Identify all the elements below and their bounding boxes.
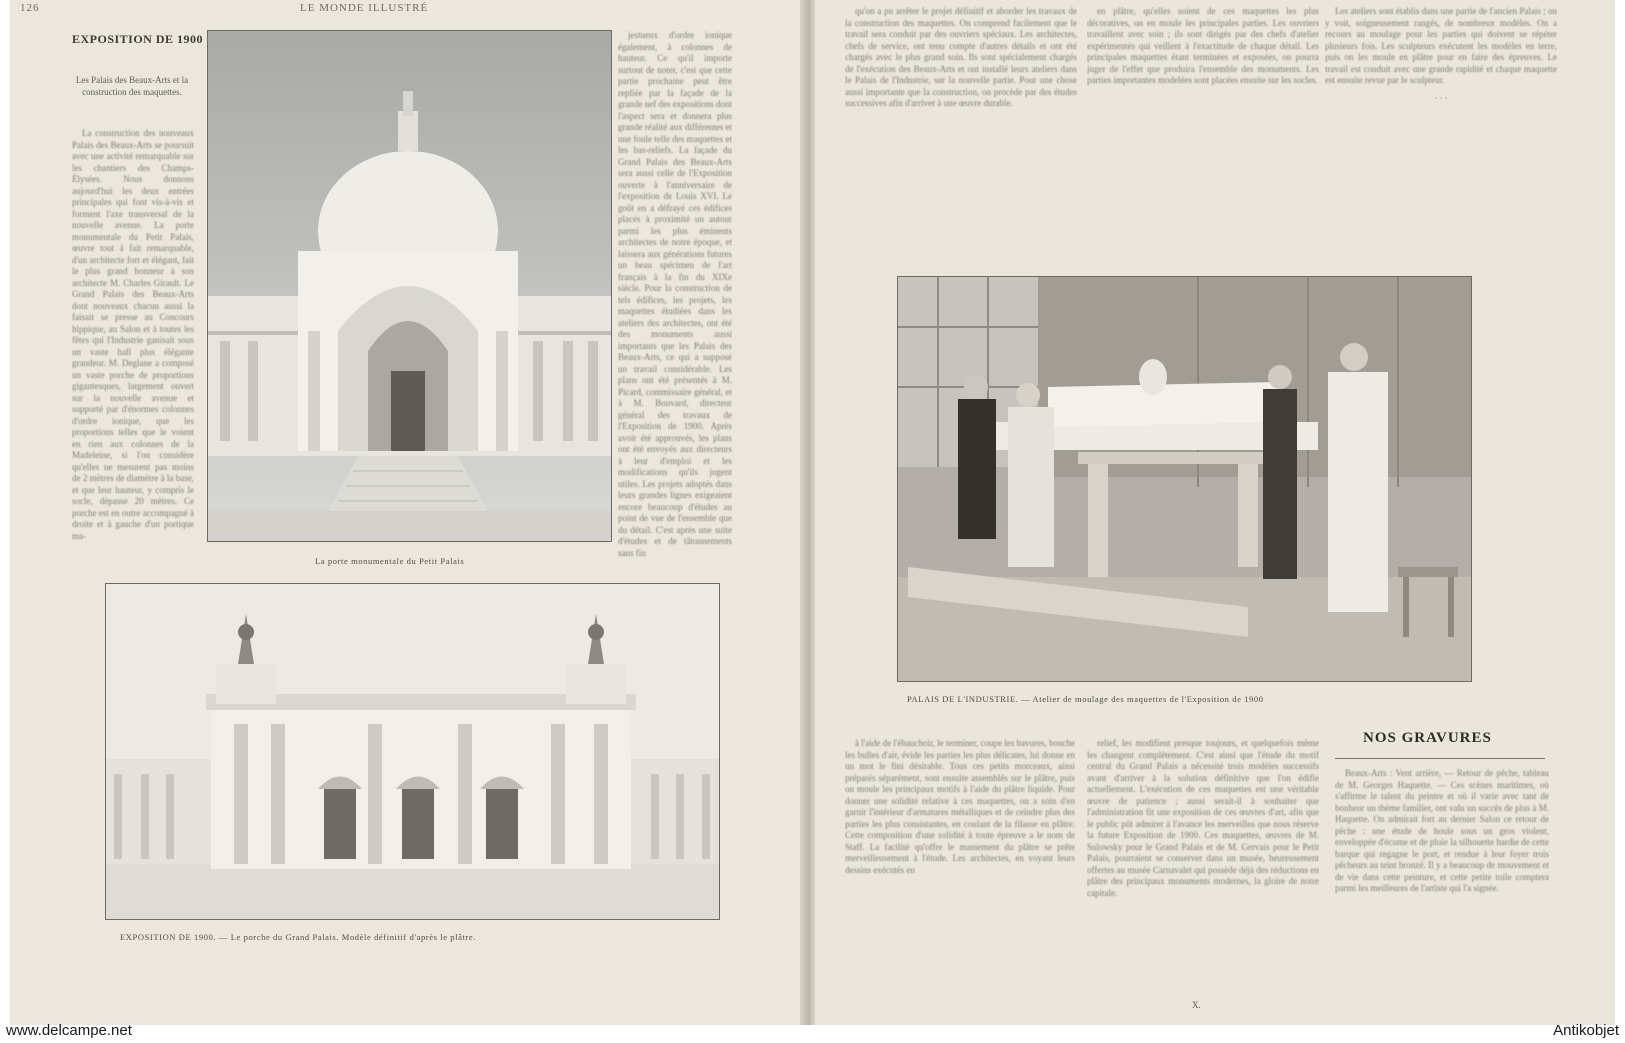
section-heading: EXPOSITION DE 1900 bbox=[72, 32, 204, 46]
body-paragraph: La construction des nouveaux Palais des Beaux-Arts se poursuit avec une activité remarquable sur les chantiers des Champs-Élysées. Nous donnons aujourd'hui les deux entrées principales qui font vis-à-vis et forment l'axe transversal de la nouvelle avenue. La porte monumentale du Petit Palais, œuvre tout à fait remarquable, d'un architecte fort et élégant, fait le plus grand honneur à son architecte M. Charles Girault. Le Grand Palais des Beaux-Arts dont nouveaux chacun aussi la faisait se presse au Concours hippique, au Salon et à toutes les fêtes qui l'Industrie ganisait sous un vaste hall plus élégante grandeur. M. Deglane a composé un vaste porche de proportions gigantesques, largement ouvert sur la nouvelle avenue et supporté par d'énormes colonnes d'ordre ionique, que les proportions telles que le voient en rien aux colonnes de la Madeleine, si l'on considère qu'elles ne mesurent pas moins de 2 mètres de diamètre à la base, et que leur hauteur, y compris le socle, dépasse 20 mètres. Ce porche est en outre accompagné à droite et à gauche d'un portique ma- bbox=[72, 128, 194, 541]
right-page bbox=[815, 0, 1615, 1025]
body-paragraph: jestueux d'ordre ionique également, à colonnes de hauteur. Ce qu'il importe surtout de noter, c'est que cette partie prochaine peut être repliée par la façade de la grande nef des expositions dont l'aspect sera et donnera plus grande réalité aux différentes et une foule telle des maquettes et les bas-reliefs. La façade du Grand Palais des Beaux-Arts sera aussi celle de l'Exposition ouverte à l'anniversaire de l'exposition de Louis XVI. Le goût en a défrayé ces édifices placés à proximité un autour parmi les plus éminents architectes de notre époque, et laissera aux générations futures un beau spécimen de l'art français à la fin du XIXe siècle. Pour la construction de tels édifices, les projets, les maquettes étudiées dans les ateliers des architectes, ont été des monuments aussi importants que les Palais des Beaux-Arts, ce qui a supposé un travail considérable. Les plans ont été présentés à M. Picard, commissaire général, et à M. Bouvard, directeur général des travaux de l'Exposition de 1900. Après avoir été approuvés, les plans ont été envoyés aux directeurs à leur d'emploi et les modifications qu'ils jugent utiles. Les projets adoptés dans leurs grandes lignes exigeaient encore beaucoup d'études au point de vue de l'ensemble que du détail. C'est après une suite d'études et de tâtonnements sans fin bbox=[618, 30, 732, 558]
text-column-top-1 bbox=[845, 6, 1077, 254]
petit-palais-engraving bbox=[208, 31, 611, 541]
body-paragraph: qu'on a pu arrêter le projet définitif et aborder les travaux de la construction des maquettes. On comprend facilement que le travail sera conduit par des ouvriers spéciaux. Les architectes, chefs de service, ont tenu compte d'autres détails et ont été chargés avec le plus grand soin. Ils sont spécialement chargés de l'exécution des Beaux-Arts et ont installé leurs ateliers dans le Palais de l'Industrie, sur la nouvelle partie. Pour une chose aussi importante que la construction, on procède par des études successives afin d'arriver à une œuvre durable. bbox=[845, 6, 1077, 108]
footer-watermark-right: Antikobjet bbox=[1553, 1022, 1619, 1039]
footer-watermark-left: www.delcampe.net bbox=[6, 1022, 132, 1039]
text-column-left bbox=[72, 128, 194, 588]
sidebar-title: NOS GRAVURES bbox=[1363, 730, 1492, 746]
workshop-photograph bbox=[898, 277, 1471, 681]
text-column-bottom-1 bbox=[845, 738, 1075, 1008]
caption-grand-palais: EXPOSITION DE 1900. — Le porche du Grand Palais. Modèle définitif d'après le plâtre. bbox=[120, 932, 476, 942]
body-paragraph: en plâtre, qu'elles soient de ces maquettes les plus décoratives, on en moule les principales parties. Les ouvriers travaillent avec soin ; ils sont dirigés par des chefs d'atelier expérimentés qui veillent à l'exactitude de chaque détail. Les principales maquettes étant terminées et exposées, on pourra juger de l'effet que produira l'ensemble des monuments. Les parties importantes modelées sont placées ensuite sur les socles. bbox=[1087, 6, 1319, 85]
running-head: LE MONDE ILLUSTRÉ bbox=[300, 2, 429, 14]
page-number: 126 bbox=[20, 2, 40, 14]
grand-palais-engraving bbox=[106, 584, 719, 919]
photo-petit-palais bbox=[207, 30, 612, 542]
section-divider: · · · bbox=[1434, 92, 1448, 103]
sidebar-paragraph: Beaux-Arts : Vent arrière, — Retour de pêche, tableau de M. Georges Haquette. — Ces scènes maritimes, où s'affirme le talent du peintre et où il varie avec tant de bonheur un thème familier, ont valu un succès de plus à M. Haquette. On admirait fort au dernier Salon ce retour de pêche : une étude de houle sous un gros violent, enveloppée d'écume et de pluie la silhouette hardie de cette barque qui regagne le port, et rendue à leur foyer trois pêcheurs au teint bronzé. Il y a beaucoup de mouvement et de vie dans cette peinture, et cette petite toile comptera parmi les meilleures de l'artiste qui l'a signée. bbox=[1335, 768, 1549, 893]
body-paragraph: relief, les modifient presque toujours, et quelquefois même les changent complètement. C'est ainsi que l'étude du motif central du Grand Palais a nécessité trois modèles successifs avant d'arriver à la solution définitive que l'on édifie actuellement. L'exécution de ces maquettes est une véritable œuvre de patience ; aussi serait-il à souhaiter que l'administration fit une exposition de ces œuvres d'art, afin que le public pût admirer à l'avance les merveilles que nous réserve la future Exposition de 1900. Ces maquettes, œuvres de M. Sulowsky pour le Grand Palais et de M. Gervais pour le Petit Palais, pourraient se conserver dans un musée, heureusement offertes au musée Carnavalet qui possède déjà des réductions en plâtre des principaux monuments modernes, la gloire de notre capitale. bbox=[1087, 738, 1319, 898]
body-paragraph: à l'aide de l'ébauchoir, le terminer, coupe les bavures, bouche les bulles d'air, évide les parties les plus délicates, lui donne en un mot le fini désirable. Tous ces petits morceaux, ainsi préparés séparément, sont ensuite assemblés sur le plâtre, puis on moule les principaux motifs à l'aide du plâtre liquide. Pour donner une solidité relative à ces maquettes, on a soin d'en garnir l'intérieur d'armatures métalliques et de ceindre plus des parties les plus consistantes, en coulant de la filasse en plâtre. Cette composition d'une solidité à toute épreuve a le nom de Staff. La facilité qu'offre le maniement du plâtre se prête merveilleusement à l'étude. Les architectes, en voyant leurs dessins exécutés en bbox=[845, 738, 1075, 875]
magazine-spread bbox=[10, 0, 1615, 1025]
text-column-bottom-2 bbox=[1087, 738, 1319, 996]
article-signature: X. bbox=[1192, 1000, 1201, 1010]
text-column-top-2 bbox=[1087, 6, 1319, 254]
left-page bbox=[10, 0, 805, 1025]
caption-palais-industrie: PALAIS DE L'INDUSTRIE. — Atelier de moulage des maquettes de l'Exposition de 1900 bbox=[907, 694, 1264, 704]
body-paragraph: Les ateliers sont établis dans une partie de l'ancien Palais ; on y voit, soigneusement rangés, de nombreux modèles. On a recours au moulage pour les parties qui doivent se répéter plusieurs fois. Les sculpteurs exécutent les modèles en terre, puis on les moule en plâtre pour en faire des épreuves. Le travail est conduit avec une grande rapidité et chaque maquette est ensuite revue par le sculpteur. bbox=[1325, 6, 1557, 85]
photo-grand-palais bbox=[105, 583, 720, 920]
sidebar-text bbox=[1335, 768, 1549, 998]
sidebar-rule bbox=[1335, 758, 1545, 759]
text-column-right bbox=[618, 30, 732, 560]
photo-palais-industrie bbox=[897, 276, 1472, 682]
text-column-top-3 bbox=[1325, 6, 1557, 254]
article-subtitle: Les Palais des Beaux-Arts et la construction des maquettes. bbox=[75, 75, 189, 97]
caption-petit-palais: La porte monumentale du Petit Palais bbox=[315, 556, 465, 566]
